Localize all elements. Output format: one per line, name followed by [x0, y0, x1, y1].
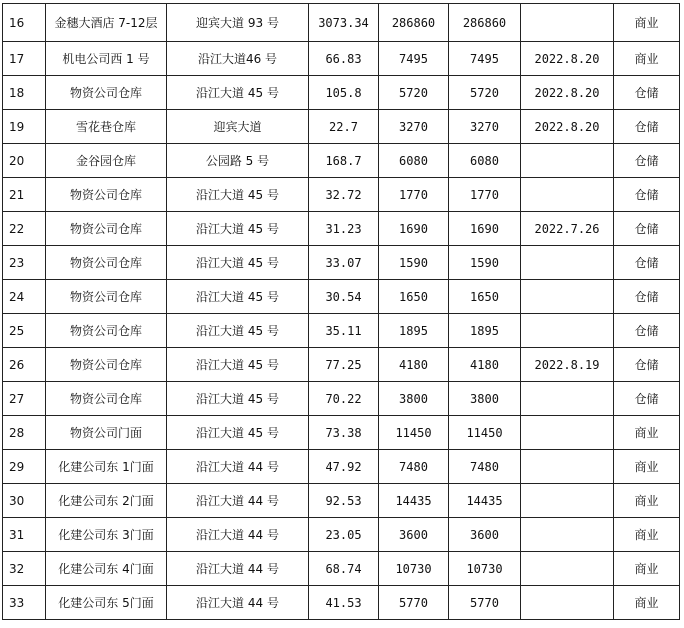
row-number-cell: 21 [3, 178, 46, 212]
price-value-cell: 5720 [379, 76, 449, 110]
row-number-cell: 26 [3, 348, 46, 382]
usage-type-cell: 仓储 [614, 246, 680, 280]
table-row [3, 144, 680, 178]
property-name-cell: 机电公司西 1 号 [46, 42, 167, 76]
table-row [3, 348, 680, 382]
row-number-cell: 18 [3, 76, 46, 110]
row-number-cell: 27 [3, 382, 46, 416]
address-cell: 沿江大道 45 号 [167, 246, 309, 280]
address-cell: 公园路 5 号 [167, 144, 309, 178]
price-value-cell: 3800 [379, 382, 449, 416]
amount-value-cell: 5770 [449, 586, 521, 620]
address-cell: 沿江大道 45 号 [167, 348, 309, 382]
area-value-cell: 105.8 [309, 76, 379, 110]
usage-type-cell: 仓储 [614, 178, 680, 212]
usage-type-cell: 仓储 [614, 348, 680, 382]
area-value-cell: 47.92 [309, 450, 379, 484]
usage-type-cell: 商业 [614, 416, 680, 450]
property-table [2, 3, 680, 620]
table-row [3, 178, 680, 212]
date-value-cell [521, 144, 614, 178]
address-cell: 沿江大道 45 号 [167, 416, 309, 450]
amount-value-cell: 11450 [449, 416, 521, 450]
table-row [3, 382, 680, 416]
property-name-cell: 化建公司东 4门面 [46, 552, 167, 586]
area-value-cell: 168.7 [309, 144, 379, 178]
area-value-cell: 92.53 [309, 484, 379, 518]
usage-type-cell: 仓储 [614, 76, 680, 110]
address-cell: 沿江大道 45 号 [167, 76, 309, 110]
row-number-cell: 31 [3, 518, 46, 552]
property-name-cell: 化建公司东 5门面 [46, 586, 167, 620]
property-name-cell: 物资公司门面 [46, 416, 167, 450]
usage-type-cell: 商业 [614, 552, 680, 586]
property-name-cell: 雪花巷仓库 [46, 110, 167, 144]
row-number-cell: 30 [3, 484, 46, 518]
row-number-cell: 22 [3, 212, 46, 246]
amount-value-cell: 3270 [449, 110, 521, 144]
address-cell: 沿江大道 45 号 [167, 314, 309, 348]
usage-type-cell: 商业 [614, 4, 680, 42]
table-row [3, 280, 680, 314]
address-cell: 沿江大道 45 号 [167, 178, 309, 212]
usage-type-cell: 商业 [614, 484, 680, 518]
property-name-cell: 物资公司仓库 [46, 280, 167, 314]
address-cell: 沿江大道 44 号 [167, 450, 309, 484]
area-value-cell: 32.72 [309, 178, 379, 212]
date-value-cell [521, 4, 614, 42]
amount-value-cell: 10730 [449, 552, 521, 586]
table-row [3, 212, 680, 246]
price-value-cell: 1895 [379, 314, 449, 348]
date-value-cell: 2022.8.20 [521, 42, 614, 76]
property-name-cell: 化建公司东 3门面 [46, 518, 167, 552]
date-value-cell [521, 382, 614, 416]
price-value-cell: 1690 [379, 212, 449, 246]
amount-value-cell: 1590 [449, 246, 521, 280]
table-row [3, 518, 680, 552]
usage-type-cell: 仓储 [614, 280, 680, 314]
price-value-cell: 10730 [379, 552, 449, 586]
table-row [3, 484, 680, 518]
row-number-cell: 29 [3, 450, 46, 484]
property-name-cell: 物资公司仓库 [46, 246, 167, 280]
property-name-cell: 金谷园仓库 [46, 144, 167, 178]
row-number-cell: 17 [3, 42, 46, 76]
property-name-cell: 物资公司仓库 [46, 76, 167, 110]
usage-type-cell: 仓储 [614, 314, 680, 348]
date-value-cell [521, 246, 614, 280]
table-row [3, 4, 680, 42]
area-value-cell: 22.7 [309, 110, 379, 144]
area-value-cell: 31.23 [309, 212, 379, 246]
date-value-cell: 2022.8.19 [521, 348, 614, 382]
usage-type-cell: 仓储 [614, 110, 680, 144]
date-value-cell [521, 416, 614, 450]
address-cell: 沿江大道 44 号 [167, 552, 309, 586]
area-value-cell: 23.05 [309, 518, 379, 552]
row-number-cell: 33 [3, 586, 46, 620]
amount-value-cell: 1770 [449, 178, 521, 212]
area-value-cell: 41.53 [309, 586, 379, 620]
row-number-cell: 23 [3, 246, 46, 280]
date-value-cell: 2022.7.26 [521, 212, 614, 246]
date-value-cell: 2022.8.20 [521, 110, 614, 144]
date-value-cell [521, 518, 614, 552]
usage-type-cell: 商业 [614, 450, 680, 484]
table-row [3, 450, 680, 484]
date-value-cell [521, 484, 614, 518]
address-cell: 沿江大道 45 号 [167, 382, 309, 416]
date-value-cell [521, 314, 614, 348]
table-body [3, 4, 680, 620]
amount-value-cell: 7495 [449, 42, 521, 76]
property-name-cell: 金穗大酒店 7-12层 [46, 4, 167, 42]
amount-value-cell: 14435 [449, 484, 521, 518]
row-number-cell: 32 [3, 552, 46, 586]
area-value-cell: 73.38 [309, 416, 379, 450]
area-value-cell: 35.11 [309, 314, 379, 348]
table-row [3, 76, 680, 110]
price-value-cell: 286860 [379, 4, 449, 42]
price-value-cell: 14435 [379, 484, 449, 518]
usage-type-cell: 仓储 [614, 382, 680, 416]
table-row [3, 586, 680, 620]
price-value-cell: 7480 [379, 450, 449, 484]
table-row [3, 42, 680, 76]
table-row [3, 314, 680, 348]
address-cell: 沿江大道 44 号 [167, 586, 309, 620]
area-value-cell: 70.22 [309, 382, 379, 416]
address-cell: 迎宾大道 [167, 110, 309, 144]
area-value-cell: 66.83 [309, 42, 379, 76]
date-value-cell: 2022.8.20 [521, 76, 614, 110]
amount-value-cell: 4180 [449, 348, 521, 382]
price-value-cell: 3270 [379, 110, 449, 144]
table-row [3, 110, 680, 144]
table-row [3, 552, 680, 586]
area-value-cell: 3073.34 [309, 4, 379, 42]
address-cell: 沿江大道46 号 [167, 42, 309, 76]
price-value-cell: 6080 [379, 144, 449, 178]
usage-type-cell: 商业 [614, 42, 680, 76]
price-value-cell: 7495 [379, 42, 449, 76]
property-name-cell: 化建公司东 1门面 [46, 450, 167, 484]
property-name-cell: 物资公司仓库 [46, 178, 167, 212]
amount-value-cell: 5720 [449, 76, 521, 110]
amount-value-cell: 1895 [449, 314, 521, 348]
amount-value-cell: 286860 [449, 4, 521, 42]
date-value-cell [521, 450, 614, 484]
amount-value-cell: 6080 [449, 144, 521, 178]
price-value-cell: 1650 [379, 280, 449, 314]
table-row [3, 246, 680, 280]
price-value-cell: 1590 [379, 246, 449, 280]
row-number-cell: 24 [3, 280, 46, 314]
date-value-cell [521, 586, 614, 620]
property-name-cell: 物资公司仓库 [46, 212, 167, 246]
date-value-cell [521, 552, 614, 586]
row-number-cell: 19 [3, 110, 46, 144]
address-cell: 沿江大道 45 号 [167, 212, 309, 246]
area-value-cell: 33.07 [309, 246, 379, 280]
property-name-cell: 化建公司东 2门面 [46, 484, 167, 518]
property-name-cell: 物资公司仓库 [46, 314, 167, 348]
amount-value-cell: 1690 [449, 212, 521, 246]
table-row [3, 416, 680, 450]
area-value-cell: 68.74 [309, 552, 379, 586]
price-value-cell: 4180 [379, 348, 449, 382]
usage-type-cell: 商业 [614, 586, 680, 620]
property-name-cell: 物资公司仓库 [46, 382, 167, 416]
amount-value-cell: 7480 [449, 450, 521, 484]
area-value-cell: 30.54 [309, 280, 379, 314]
price-value-cell: 5770 [379, 586, 449, 620]
row-number-cell: 20 [3, 144, 46, 178]
amount-value-cell: 3800 [449, 382, 521, 416]
row-number-cell: 28 [3, 416, 46, 450]
area-value-cell: 77.25 [309, 348, 379, 382]
address-cell: 迎宾大道 93 号 [167, 4, 309, 42]
usage-type-cell: 商业 [614, 518, 680, 552]
row-number-cell: 25 [3, 314, 46, 348]
row-number-cell: 16 [3, 4, 46, 42]
address-cell: 沿江大道 45 号 [167, 280, 309, 314]
price-value-cell: 11450 [379, 416, 449, 450]
usage-type-cell: 仓储 [614, 212, 680, 246]
amount-value-cell: 3600 [449, 518, 521, 552]
price-value-cell: 1770 [379, 178, 449, 212]
date-value-cell [521, 178, 614, 212]
address-cell: 沿江大道 44 号 [167, 484, 309, 518]
address-cell: 沿江大道 44 号 [167, 518, 309, 552]
amount-value-cell: 1650 [449, 280, 521, 314]
property-name-cell: 物资公司仓库 [46, 348, 167, 382]
price-value-cell: 3600 [379, 518, 449, 552]
usage-type-cell: 仓储 [614, 144, 680, 178]
date-value-cell [521, 280, 614, 314]
